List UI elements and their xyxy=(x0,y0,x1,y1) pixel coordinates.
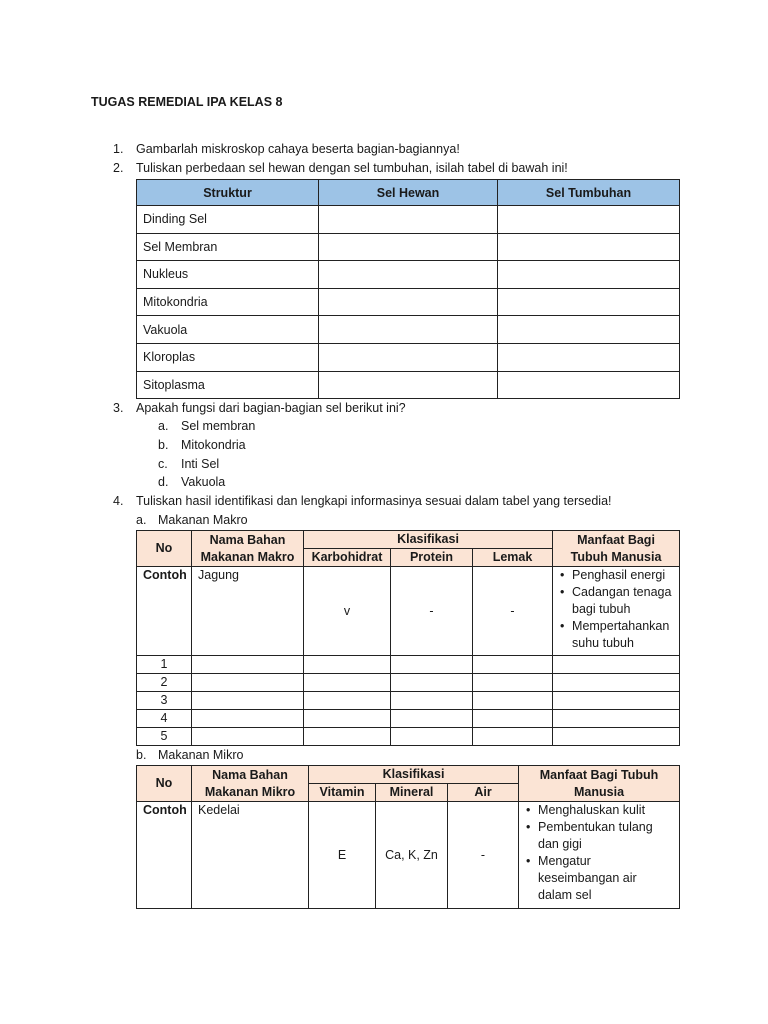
answer-cell[interactable] xyxy=(192,710,304,728)
list-item: Sel membran xyxy=(181,419,256,433)
example-manfaat xyxy=(519,802,680,909)
answer-cell[interactable] xyxy=(391,692,473,710)
structure-name: Sel Membran xyxy=(137,233,319,261)
list-item: Mitokondria xyxy=(181,438,246,452)
answer-cell[interactable] xyxy=(473,656,553,674)
header-nama-line2: Makanan Mikro xyxy=(204,784,296,799)
structure-name: Kloroplas xyxy=(137,343,319,371)
table-row xyxy=(137,316,680,344)
header-nama-line2: Makanan Makro xyxy=(200,549,295,564)
table-row xyxy=(137,288,680,316)
header-manfaat-line1: Manfaat Bagi xyxy=(577,532,655,547)
header-mineral: Mineral xyxy=(376,784,448,802)
benefit-list xyxy=(525,802,673,904)
header-manfaat-line2: Manusia xyxy=(574,784,625,799)
answer-cell[interactable] xyxy=(304,728,391,746)
benefit-list xyxy=(559,567,673,652)
example-label: Contoh xyxy=(137,802,192,909)
answer-cell[interactable] xyxy=(319,316,498,344)
list-letter: c. xyxy=(158,457,168,471)
answer-cell[interactable] xyxy=(391,674,473,692)
answer-cell[interactable] xyxy=(498,343,680,371)
table-row xyxy=(137,674,680,692)
structure-name: Vakuola xyxy=(137,316,319,344)
table-row xyxy=(137,343,680,371)
header-protein: Protein xyxy=(391,549,473,567)
answer-cell[interactable] xyxy=(319,288,498,316)
example-manfaat xyxy=(553,567,680,656)
structure-name: Sitoplasma xyxy=(137,371,319,399)
list-item: • Pembentukan tulang dan gigi xyxy=(525,819,673,853)
answer-cell[interactable] xyxy=(192,656,304,674)
answer-cell[interactable] xyxy=(319,233,498,261)
question-text: Gambarlah miskroskop cahaya beserta bagian-bagiannya! xyxy=(136,142,460,156)
structure-name: Mitokondria xyxy=(137,288,319,316)
list-item: • Mengatur keseimbangan air dalam sel xyxy=(525,853,673,904)
answer-cell[interactable] xyxy=(498,316,680,344)
example-lemak: - xyxy=(473,567,553,656)
table-header-row xyxy=(137,531,680,549)
answer-cell[interactable] xyxy=(192,674,304,692)
table-row xyxy=(137,656,680,674)
list-item: • Menghaluskan kulit xyxy=(525,802,673,819)
answer-cell[interactable] xyxy=(192,692,304,710)
question-number: 2. xyxy=(113,161,124,175)
table-row xyxy=(137,728,680,746)
list-letter: a. xyxy=(158,419,169,433)
header-air: Air xyxy=(448,784,519,802)
question-text: Apakah fungsi dari bagian-bagian sel berikut ini? xyxy=(136,401,406,415)
header-klasifikasi: Klasifikasi xyxy=(309,766,519,784)
subsection-letter: b. xyxy=(136,748,147,762)
answer-cell[interactable] xyxy=(553,728,680,746)
row-number: 1 xyxy=(137,656,192,674)
answer-cell[interactable] xyxy=(391,710,473,728)
answer-cell[interactable] xyxy=(319,261,498,289)
list-letter: d. xyxy=(158,475,169,489)
list-item: Inti Sel xyxy=(181,457,220,471)
header-struktur: Struktur xyxy=(137,180,319,206)
answer-cell[interactable] xyxy=(319,371,498,399)
answer-cell[interactable] xyxy=(498,288,680,316)
subsection-label-mikro: Makanan Mikro xyxy=(158,748,244,762)
question-number: 1. xyxy=(113,142,124,156)
question-number: 4. xyxy=(113,494,124,508)
header-manfaat xyxy=(553,531,680,567)
answer-cell[interactable] xyxy=(553,692,680,710)
answer-cell[interactable] xyxy=(391,656,473,674)
answer-cell[interactable] xyxy=(473,674,553,692)
table-row xyxy=(137,710,680,728)
example-food-name: Jagung xyxy=(192,567,304,656)
header-nama-bahan xyxy=(192,531,304,567)
document-title: TUGAS REMEDIAL IPA KELAS 8 xyxy=(91,95,283,109)
row-number: 2 xyxy=(137,674,192,692)
header-sel-hewan: Sel Hewan xyxy=(319,180,498,206)
answer-cell[interactable] xyxy=(498,371,680,399)
header-no: No xyxy=(137,531,192,567)
answer-cell[interactable] xyxy=(304,674,391,692)
makro-food-table xyxy=(136,530,680,746)
question-text: Tuliskan hasil identifikasi dan lengkapi informasinya sesuai dalam tabel yang tersedia! xyxy=(136,494,612,508)
answer-cell[interactable] xyxy=(304,656,391,674)
header-manfaat-line2: Tubuh Manusia xyxy=(570,549,662,564)
header-klasifikasi: Klasifikasi xyxy=(304,531,553,549)
list-item: • Cadangan tenaga bagi tubuh xyxy=(559,584,673,618)
answer-cell[interactable] xyxy=(192,728,304,746)
answer-cell[interactable] xyxy=(473,728,553,746)
header-nama-line1: Nama Bahan xyxy=(209,532,286,547)
structure-name: Nukleus xyxy=(137,261,319,289)
header-nama-line1: Nama Bahan xyxy=(212,767,288,782)
header-vitamin: Vitamin xyxy=(309,784,376,802)
example-protein: - xyxy=(391,567,473,656)
mikro-food-table xyxy=(136,765,680,909)
answer-cell[interactable] xyxy=(304,692,391,710)
table-row xyxy=(137,206,680,234)
subsection-letter: a. xyxy=(136,513,147,527)
answer-cell[interactable] xyxy=(391,728,473,746)
answer-cell[interactable] xyxy=(498,261,680,289)
table-row xyxy=(137,233,680,261)
list-letter: b. xyxy=(158,438,169,452)
table-row xyxy=(137,371,680,399)
row-number: 4 xyxy=(137,710,192,728)
example-label: Contoh xyxy=(137,567,192,656)
answer-cell[interactable] xyxy=(319,343,498,371)
list-item: Vakuola xyxy=(181,475,226,489)
example-karbohidrat: v xyxy=(304,567,391,656)
answer-cell[interactable] xyxy=(319,206,498,234)
list-item: • Penghasil energi xyxy=(559,567,673,584)
answer-cell[interactable] xyxy=(553,656,680,674)
header-karbohidrat: Karbohidrat xyxy=(304,549,391,567)
table-row xyxy=(137,692,680,710)
answer-cell[interactable] xyxy=(553,710,680,728)
answer-cell[interactable] xyxy=(473,710,553,728)
list-item: • Mempertahankan suhu tubuh xyxy=(559,618,673,652)
table-header-row xyxy=(137,766,680,784)
header-manfaat xyxy=(519,766,680,802)
example-vitamin: E xyxy=(309,802,376,909)
answer-cell[interactable] xyxy=(304,710,391,728)
cell-structure-table xyxy=(136,179,680,399)
example-air: - xyxy=(448,802,519,909)
answer-cell[interactable] xyxy=(498,233,680,261)
example-mineral: Ca, K, Zn xyxy=(376,802,448,909)
row-number: 5 xyxy=(137,728,192,746)
question-number: 3. xyxy=(113,401,124,415)
header-nama-bahan xyxy=(192,766,309,802)
table-row xyxy=(137,261,680,289)
example-food-name: Kedelai xyxy=(192,802,309,909)
table-header-row xyxy=(137,180,680,206)
example-row xyxy=(137,802,680,909)
subsection-label-makro: Makanan Makro xyxy=(158,513,248,527)
header-manfaat-line1: Manfaat Bagi Tubuh xyxy=(539,767,659,782)
header-lemak: Lemak xyxy=(473,549,553,567)
answer-cell[interactable] xyxy=(498,206,680,234)
example-row xyxy=(137,567,680,656)
structure-name: Dinding Sel xyxy=(137,206,319,234)
answer-cell[interactable] xyxy=(553,674,680,692)
answer-cell[interactable] xyxy=(473,692,553,710)
question-text: Tuliskan perbedaan sel hewan dengan sel tumbuhan, isilah tabel di bawah ini! xyxy=(136,161,568,175)
row-number: 3 xyxy=(137,692,192,710)
header-no: No xyxy=(137,766,192,802)
header-sel-tumbuhan: Sel Tumbuhan xyxy=(498,180,680,206)
